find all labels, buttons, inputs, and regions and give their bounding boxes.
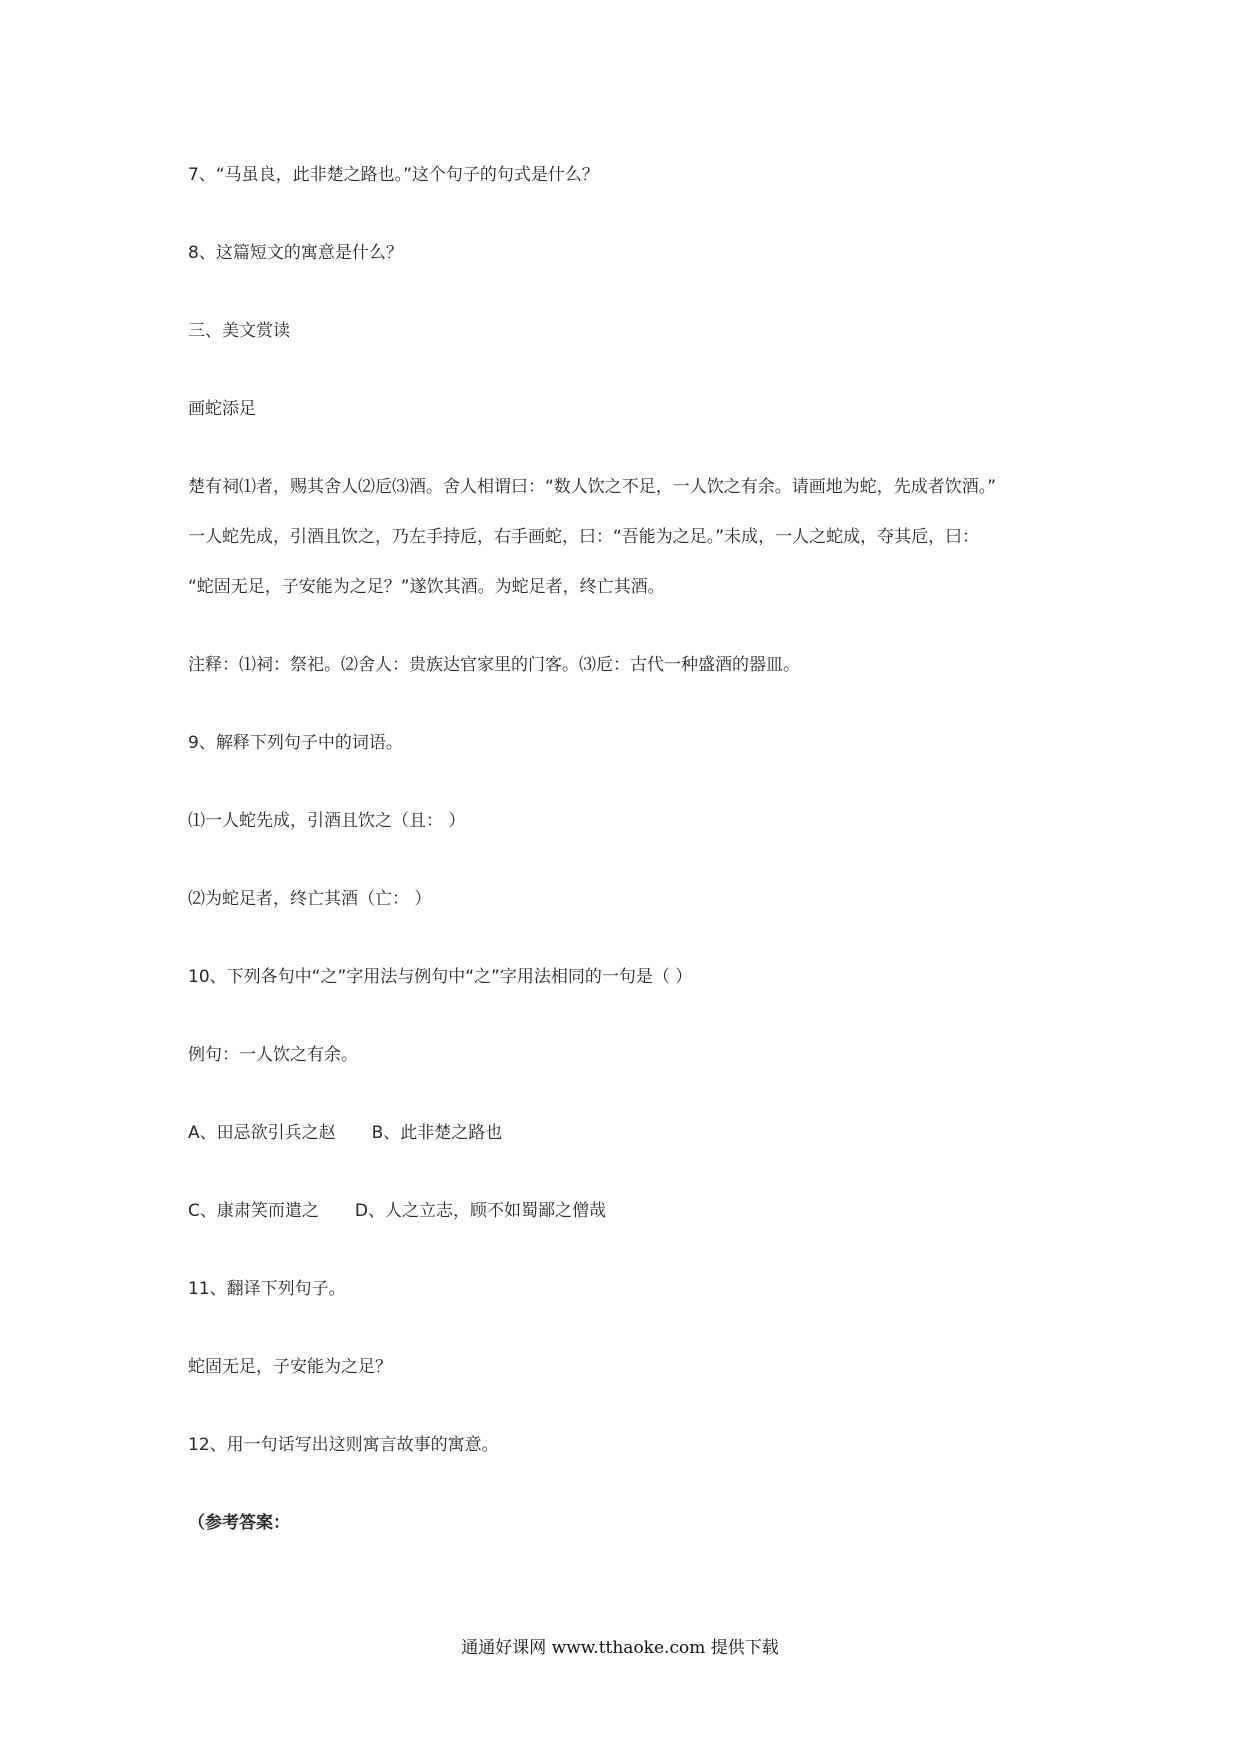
passage-line-3: “蛇固无足，子安能为之足？”遂饮其酒。为蛇足者，终亡其酒。 bbox=[188, 577, 665, 597]
question-9-part-1: ⑴一人蛇先成，引酒且饮之（且： ） bbox=[188, 811, 466, 831]
question-10: 10、下列各句中“之”字用法与例句中“之”字用法相同的一句是（ ） bbox=[188, 967, 693, 987]
example-sentence: 例句：一人饮之有余。 bbox=[188, 1045, 358, 1065]
section-heading: 三、美文赏读 bbox=[188, 321, 290, 341]
passage-title: 画蛇添足 bbox=[188, 399, 256, 419]
option-d: D、人之立志，顾不如蜀鄙之僧哉 bbox=[354, 1201, 606, 1221]
question-8: 8、这篇短文的寓意是什么？ bbox=[188, 243, 403, 263]
question-7: 7、“马虽良，此非楚之路也。”这个句子的句式是什么？ bbox=[188, 165, 599, 185]
reference-answer-heading: （参考答案： bbox=[188, 1513, 290, 1533]
question-9-part-2: ⑵为蛇足者，终亡其酒（亡： ） bbox=[188, 889, 432, 909]
options-cd bbox=[188, 1200, 606, 1222]
question-11: 11、翻译下列句子。 bbox=[188, 1279, 346, 1299]
annotations: 注释：⑴祠：祭祀。⑵舍人：贵族达官家里的门客。⑶卮：古代一种盛酒的器皿。 bbox=[188, 655, 800, 675]
option-a: A、田忌欲引兵之赵 bbox=[188, 1123, 336, 1143]
passage-line-1: 楚有祠⑴者，赐其舍人⑵卮⑶酒。舍人相谓曰：“数人饮之不足，一人饮之有余。请画地为蛇，先成者饮酒。” bbox=[188, 477, 997, 497]
options-ab bbox=[188, 1122, 502, 1144]
passage-line-2: 一人蛇先成，引酒且饮之，乃左手持卮，右手画蛇，曰：“吾能为之足。”未成，一人之蛇成，夺其卮，曰： bbox=[188, 527, 980, 547]
option-b: B、此非楚之路也 bbox=[371, 1123, 503, 1143]
footer-credit: 通通好课网 www.tthaoke.com 提供下载 bbox=[461, 1638, 779, 1658]
question-12: 12、用一句话写出这则寓言故事的寓意。 bbox=[188, 1435, 499, 1455]
option-c: C、康肃笑而遣之 bbox=[188, 1201, 319, 1221]
question-11-sentence: 蛇固无足，子安能为之足？ bbox=[188, 1357, 392, 1377]
question-9: 9、解释下列句子中的词语。 bbox=[188, 733, 403, 753]
